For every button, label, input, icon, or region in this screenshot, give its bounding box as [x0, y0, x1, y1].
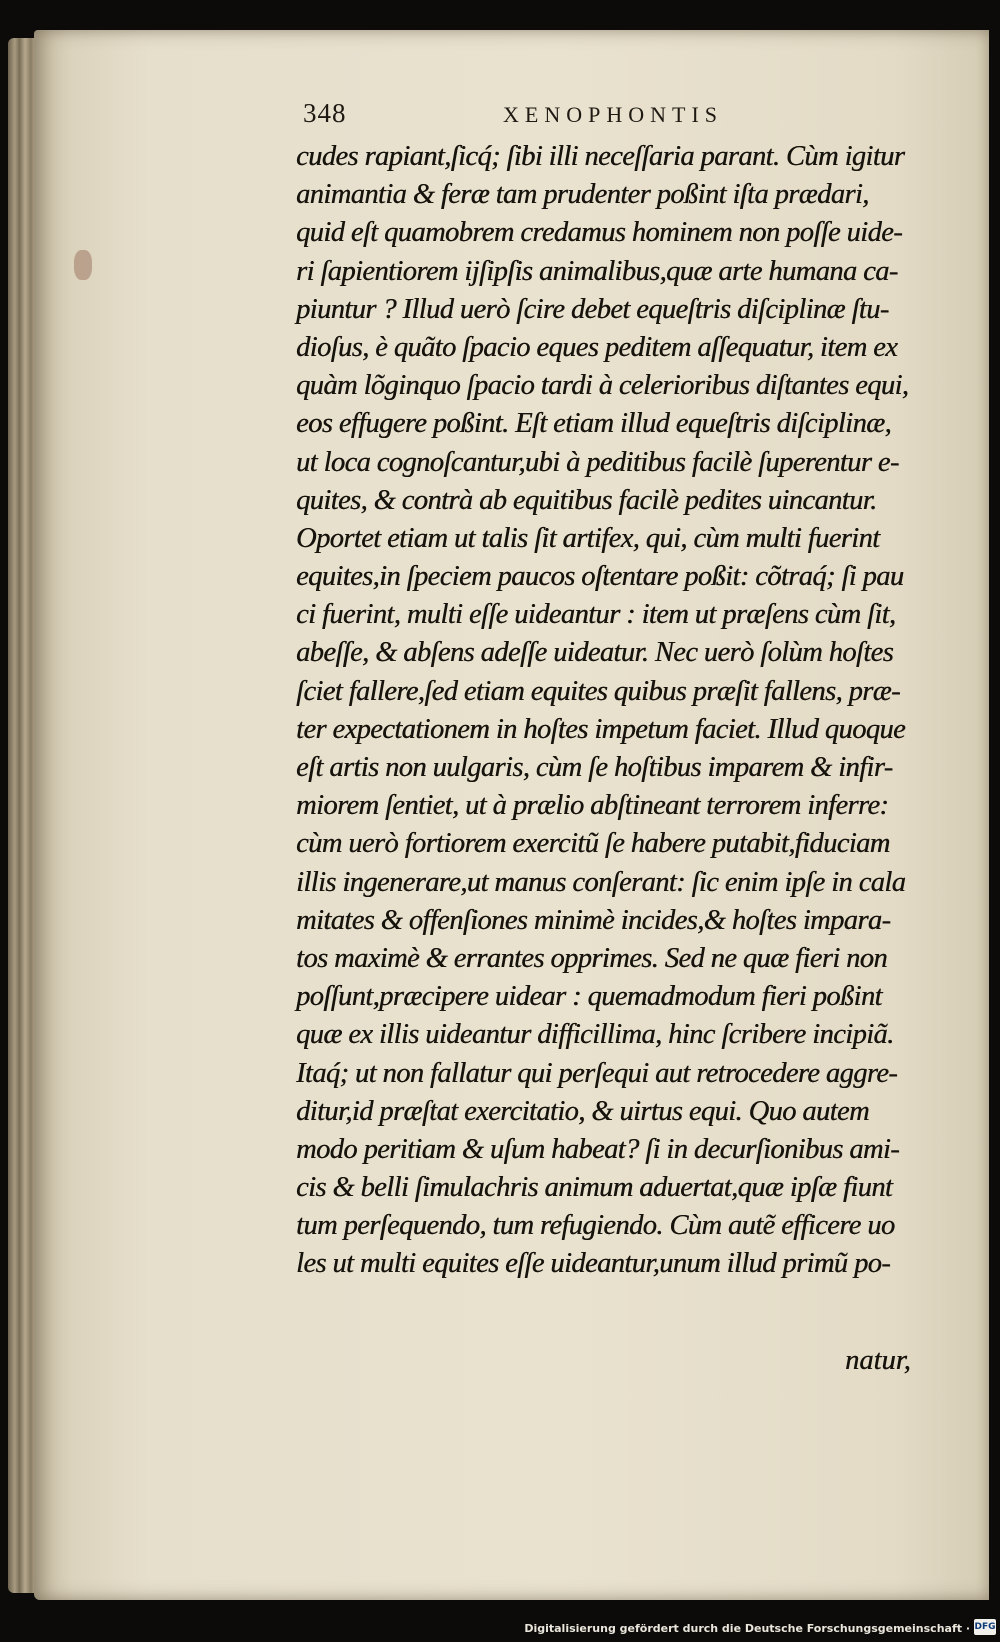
- page-number: 348: [303, 98, 347, 128]
- text-line: quàm lõginquo ſpacio tardi à celerioribus diſtantes equi,: [296, 370, 909, 402]
- text-line: dioſus, è quãto ſpacio eques peditem aſſequatur, item ex: [296, 331, 898, 363]
- page-stain: [74, 250, 92, 280]
- text-line: equites,in ſpeciem paucos oſtentare poßit: cõtraq́; ſi pau: [296, 561, 904, 593]
- text-line: mitates & offenſiones minimè incides,& hoſtes impara-: [296, 904, 891, 936]
- text-line: eſt artis non uulgaris, cùm ſe hoſtibus imparem & infir-: [296, 752, 893, 783]
- text-line: cudes rapiant,ſicq́; ſibi illi neceſſaria parant. Cùm igitur: [296, 141, 905, 172]
- text-line: cùm uerò fortiorem exercitũ ſe habere putabit,fiduciam: [296, 828, 890, 860]
- text-line: illis ingenerare,ut manus conſerant: ſic enim ipſe in cala: [296, 866, 906, 898]
- text-line: quites, & contrà ab equitibus facilè pedites uincantur.: [296, 484, 877, 516]
- running-head: XENOPHONTIS: [503, 102, 723, 127]
- text-line: quæ ex illis uideantur difficillima, hinc ſcribere incipiã.: [296, 1019, 894, 1051]
- text-line: ri ſapientiorem ijſipſis animalibus,quæ arte humana ca-: [296, 255, 898, 287]
- text-line: ter expectationem in hoſtes impetum faciet. Illud quoque: [296, 713, 906, 745]
- text-line: tos maximè & errantes opprimes. Sed ne quæ fieri non: [296, 942, 887, 974]
- text-line: modo peritiam & uſum habeat? ſi in decurſionibus ami-: [296, 1133, 900, 1165]
- text-line: animantia & feræ tam prudenter poßint iſta prædari,: [296, 179, 869, 211]
- text-line: ut loca cognoſcantur,ubi à peditibus facilè ſuperentur e-: [296, 446, 899, 478]
- text-line: cis & belli ſimulachris animum aduertat,quæ ipſæ fiunt: [296, 1172, 893, 1204]
- text-line: eos effugere poßint. Eſt etiam illud equeſtris diſciplinæ,: [296, 408, 892, 440]
- body-text: [296, 138, 944, 1284]
- dfg-logo: DFG: [974, 1619, 996, 1635]
- text-line: poſſunt,præcipere uidear : quemadmodum fieri poßint: [296, 981, 882, 1013]
- text-line: les ut multi equites eſſe uideantur,unum illud primũ po-: [296, 1248, 891, 1280]
- text-line: quid eſt quamobrem credamus hominem non poſſe uide-: [296, 217, 903, 249]
- text-line: ditur,id præſtat exercitatio, & uirtus equi. Quo autem: [296, 1095, 869, 1127]
- text-line: tum perſequendo, tum refugiendo. Cùm autẽ efficere uo: [296, 1210, 895, 1242]
- text-line: Oportet etiam ut talis ſit artifex, qui, cùm multi fuerint: [296, 522, 880, 554]
- digitization-credit: Digitalisierung gefördert durch die Deutsche Forschungsgemeinschaft ·: [524, 1622, 970, 1635]
- catchword: natur,: [845, 1345, 911, 1376]
- text-line: ſciet fallere,ſed etiam equites quibus præſit fallens, præ-: [296, 675, 900, 707]
- text-line: ci fuerint, multi eſſe uideantur : item ut præſens cùm ſit,: [296, 599, 896, 631]
- text-line: Itaq́; ut non fallatur qui perſequi aut retrocedere aggre-: [296, 1057, 898, 1089]
- page-header: [303, 98, 763, 138]
- text-line: piuntur ? Illud uerò ſcire debet equeſtris diſciplinæ ſtu-: [296, 293, 889, 325]
- text-line: abeſſe, & abſens adeſſe uideatur. Nec uerò ſolùm hoſtes: [296, 637, 894, 669]
- text-line: miorem ſentiet, ut à prælio abſtineant terrorem inferre:: [296, 790, 889, 822]
